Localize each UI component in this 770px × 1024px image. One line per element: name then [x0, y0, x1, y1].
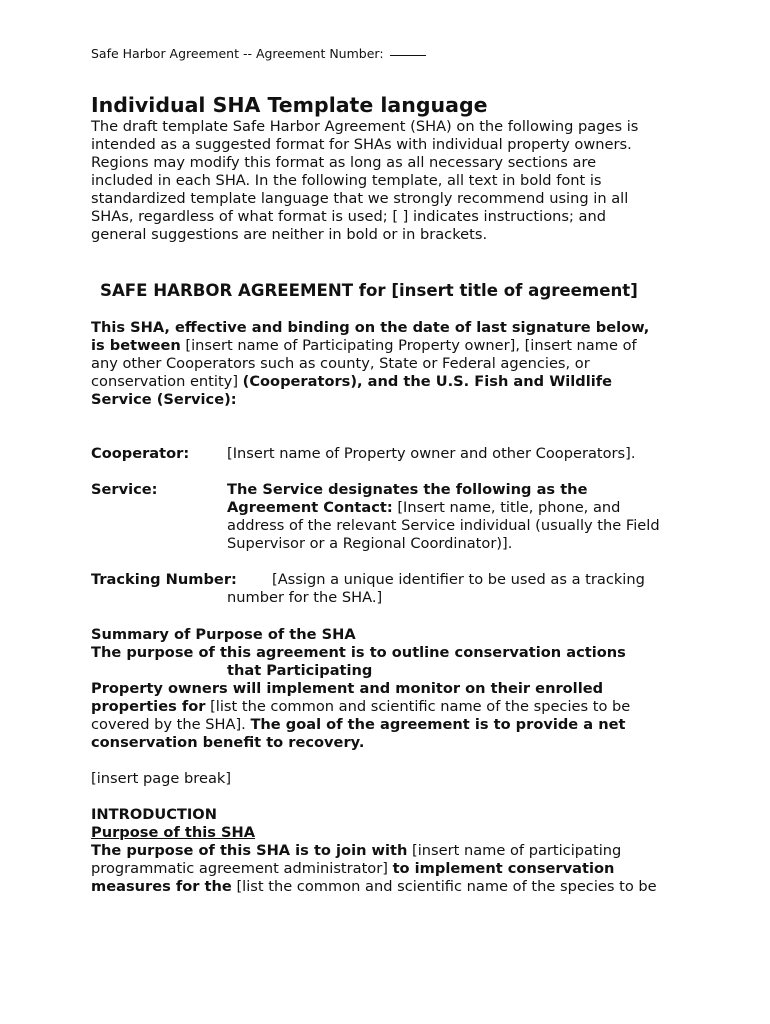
introduction-text: programmatic agreement administrator] — [91, 860, 393, 877]
service-line: The Service designates the following as the — [227, 481, 588, 498]
service-value — [227, 481, 687, 553]
parties-bold-text: (Cooperators), and the U.S. Fish and Wildlife — [242, 373, 612, 390]
parties-bold-text: is between — [91, 337, 181, 354]
summary-line: The purpose of this agreement is to outline conservation actions — [91, 644, 626, 661]
service-text: [Insert name, title, phone, and — [392, 499, 621, 516]
cooperator-value: [Insert name of Property owner and other Cooperators]. — [227, 445, 636, 462]
parties-text: conservation entity] — [91, 373, 243, 390]
page-break-note: [insert page break] — [91, 770, 232, 787]
summary-line: Property owners will implement and monitor on their enrolled — [91, 680, 604, 697]
header-text: Safe Harbor Agreement -- Agreement Number: — [91, 46, 384, 61]
intro-paragraph — [91, 118, 691, 244]
summary-text: covered by the SHA]. — [91, 716, 251, 733]
service-line: address of the relevant Service individual (usually the Field — [227, 517, 660, 534]
tracking-value-l1: [Assign a unique identifier to be used as a tracking — [272, 571, 645, 588]
page-header — [91, 46, 426, 62]
intro-line: general suggestions are neither in bold or in brackets. — [91, 226, 488, 243]
parties-paragraph — [91, 319, 691, 409]
tracking-label: Tracking Number: — [91, 571, 237, 588]
summary-bold-text: The goal of the agreement is to provide a net — [250, 716, 626, 733]
document-title: Individual SHA Template language — [91, 93, 488, 117]
introduction-heading: INTRODUCTION — [91, 806, 217, 823]
introduction-bold-text: measures for the — [91, 878, 232, 895]
parties-text: [insert name of Participating Property owner], [insert name of — [180, 337, 637, 354]
service-bold-text: Agreement Contact: — [227, 499, 393, 516]
introduction-text: [insert name of participating — [407, 842, 622, 859]
intro-line: included in each SHA. In the following template, all text in bold font is — [91, 172, 602, 189]
intro-line: intended as a suggested format for SHAs with individual property owners. — [91, 136, 632, 153]
agreement-title: SAFE HARBOR AGREEMENT for [insert title of agreement] — [100, 281, 638, 300]
intro-line: Regions may modify this format as long as all necessary sections are — [91, 154, 597, 171]
introduction-subheading: Purpose of this SHA — [91, 824, 256, 841]
intro-line: The draft template Safe Harbor Agreement (SHA) on the following pages is — [91, 118, 639, 135]
cooperator-label: Cooperator: — [91, 445, 190, 462]
summary-bold-text: properties for — [91, 698, 206, 715]
summary-line: conservation benefit to recovery. — [91, 734, 365, 751]
summary-heading: Summary of Purpose of the SHA — [91, 626, 356, 643]
introduction-section — [91, 806, 691, 896]
service-line: Supervisor or a Regional Coordinator)]. — [227, 535, 513, 552]
summary-text: [list the common and scientific name of the species to be — [205, 698, 631, 715]
intro-line: SHAs, regardless of what format is used; [ ] indicates instructions; and — [91, 208, 606, 225]
parties-line: any other Cooperators such as county, State or Federal agencies, or — [91, 355, 590, 372]
introduction-bold-text: to implement conservation — [392, 860, 615, 877]
introduction-bold-text: The purpose of this SHA is to join with — [91, 842, 408, 859]
service-label: Service: — [91, 481, 158, 498]
introduction-text: [list the common and scientific name of the species to be — [231, 878, 657, 895]
summary-line: that Participating — [227, 662, 373, 679]
tracking-value-l2: number for the SHA.] — [227, 589, 383, 606]
summary-section — [91, 626, 691, 752]
agreement-number-blank — [390, 55, 426, 56]
parties-line: Service (Service): — [91, 391, 237, 408]
intro-line: standardized template language that we strongly recommend using in all — [91, 190, 629, 207]
parties-line: This SHA, effective and binding on the date of last signature below, — [91, 319, 650, 336]
